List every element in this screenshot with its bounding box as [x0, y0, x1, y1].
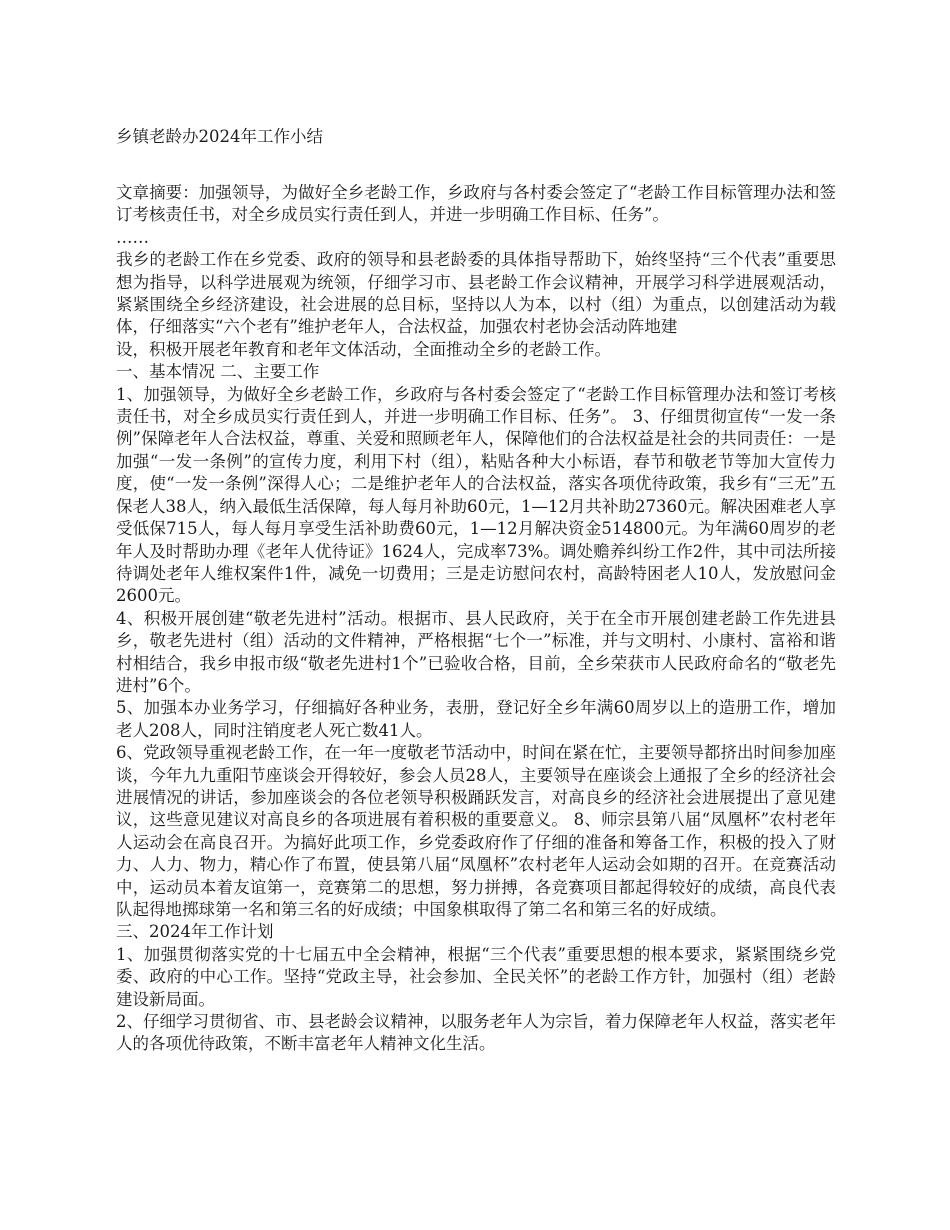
- document-page: [116, 124, 836, 1056]
- work-item-1-and-3: 1、加强领导，为做好全乡老龄工作，乡政府与各村委会签定了“老龄工作目标管理办法和签订考核责任书，对全乡成员实行责任到人，并进一步明确工作目标、任务”。 3、仔细贯彻宣传“一发一条例”保障老年人合法权益，尊重、关爱和照顾老年人，保障他们的合法权益是社会的共同责任：一是加强“一发一条例”的宣传力度，利用下村（组），粘贴各种大小标语，春节和敬老节等加大宣传力度，使“一发一条例”深得人心；二是维护老年人的合法权益，落实各项优待政策，我乡有“三无”五保老人38人，纳入最低生活保障，每人每月补助60元，1—12月共补助27360元。解决困难老人享受低保715人，每人每月享受生活补助费60元，1—12月解决资金514800元。为年满60周岁的老年人及时帮助办理《老年人优待证》1624人，完成率73%。调处赡养纠纷工作2件，其中司法所接待调处老年人维权案件1件，减免一切费用；三是走访慰问农村，高龄特困老人10人，发放慰问金2600元。: [116, 384, 836, 606]
- document-title: 乡镇老龄办2024年工作小结: [116, 127, 323, 146]
- work-item-5: 5、加强本办业务学习，仔细搞好各种业务，表册，登记好全乡年满60周岁以上的造册工作，增加老人208人，同时注销度老人死亡数41人。: [116, 698, 836, 740]
- section-heading-basic-and-main: 一、基本情况 二、主要工作: [116, 362, 320, 382]
- work-item-4: 4、积极开展创建“敬老先进村”活动。根据市、县人民政府，关于在全市开展创建老龄工作先进县乡，敬老先进村（组）活动的文件精神，严格根据“七个一”标准，并与文明村、小康村、富裕和谐村相结合，我乡申报市级“敬老先进村1个”已验收合格，目前，全乡荣获市人民政府命名的“敬老先进村”6个。: [116, 608, 836, 695]
- intro-paragraph-continued: 设，积极开展老年教育和老年文体活动，全面推动全乡的老龄工作。: [116, 339, 611, 359]
- section-heading-plan: 三、2024年工作计划: [116, 922, 274, 942]
- work-item-6-and-8: 6、党政领导重视老龄工作，在一年一度敬老节活动中，时间在紧在忙，主要领导都挤出时间参加座谈，今年九九重阳节座谈会开得较好，参会人员28人，主要领导在座谈会上通报了全乡的经济社会进展情况的讲话，参加座谈会的各位老领导积极踊跃发言，对高良乡的经济社会进展提出了意见建议，这些意见建议对高良乡的各项进展有着积极的重要意义。 8、师宗县第八届“凤凰杯”农村老年人运动会在高良召开。为搞好此项工作，乡党委政府作了仔细的准备和筹备工作，积极的投入了财力、人力、物力，精心作了布置，使县第八届“凤凰杯”农村老年人运动会如期的召开。在竞赛活动中，运动员本着友谊第一，竞赛第二的思想，努力拼搏，各竞赛项目都起得较好的成绩，高良代表队起得地掷球第一名和第三名的好成绩；中国象棋取得了第二名和第三名的好成绩。: [116, 743, 836, 919]
- ellipsis-line: ……: [116, 227, 149, 247]
- intro-paragraph: 我乡的老龄工作在乡党委、政府的领导和县老龄委的具体指导帮助下，始终坚持“三个代表”重要思想为指导，以科学进展观为统领，仔细学习市、县老龄工作会议精神，开展学习科学进展观活动，紧紧围绕全乡经济建设，社会进展的总目标，坚持以人为本，以村（组）为重点，以创建活动为载体，仔细落实“六个老有”维护老年人，合法权益，加强农村老协会活动阵地建: [116, 250, 836, 337]
- plan-item-1: 1、加强贯彻落实党的十七届五中全会精神，根据“三个代表”重要思想的根本要求，紧紧围绕乡党委、政府的中心工作。坚持“党政主导，社会参加、全民关怀”的老龄工作方针，加强村（组）老龄建设新局面。: [116, 944, 836, 1009]
- abstract-paragraph: 文章摘要：加强领导，为做好全乡老龄工作，乡政府与各村委会签定了“老龄工作目标管理办法和签订考核责任书，对全乡成员实行责任到人，并进一步明确工作目标、任务”。: [116, 183, 836, 225]
- plan-item-2: 2、仔细学习贯彻省、市、县老龄会议精神，以服务老年人为宗旨，着力保障老年人权益，落实老年人的各项优待政策，不断丰富老年人精神文化生活。: [116, 1012, 836, 1054]
